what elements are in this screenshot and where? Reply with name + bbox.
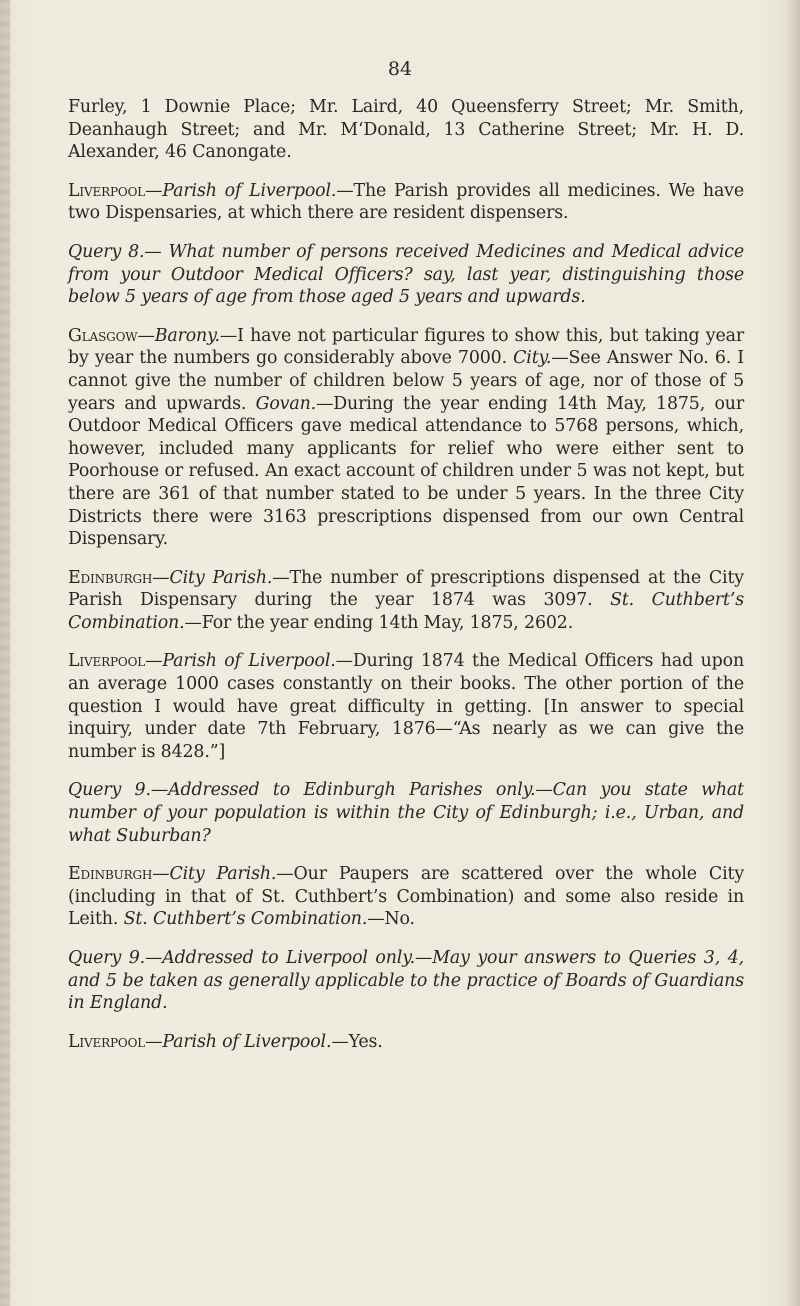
text-segment: —The Parish provides all medicines. We have two Dispensaries, at which there are resident dispensers. — [68, 180, 744, 224]
place-heading: Edinburgh — [68, 864, 153, 885]
parish-name: City Parish. — [169, 864, 277, 885]
query-text: Query 9.—Addressed to Edinburgh Parishes only.—Can you state what number of your population is within the City of Edinburgh; i.e., Urban, and what Suburban? — [68, 780, 744, 846]
parish-name: Parish of Liverpool. — [162, 1031, 332, 1052]
paragraph-liverpool-yes — [68, 1031, 744, 1054]
text-segment: — — [145, 180, 163, 201]
parish-name: Parish of Liverpool. — [162, 180, 337, 201]
parish-name: Barony. — [154, 325, 220, 346]
query-text: Query 8.— What number of persons received Medicines and Medical advice from your Outdoor Medical Officers? say, last year, distinguishing those below 5 years of age from those aged 5 years and upwards. — [68, 241, 744, 308]
parish-name: Parish of Liverpool. — [162, 651, 336, 672]
place-heading: Glasgow — [68, 325, 138, 346]
text-segment: —No. — [367, 909, 415, 930]
place-heading: Edinburgh — [68, 567, 153, 588]
parish-name: St. Cuthbert’s Combination. — [123, 909, 368, 930]
paragraph-edinburgh-prescriptions — [68, 567, 744, 635]
paragraph-furley — [68, 96, 744, 164]
query-9-liverpool — [68, 947, 744, 1015]
query-text: Query 9.—Addressed to Liverpool only.—May your answers to Queries 3, 4, and 5 be taken as generally applicable to the practice of Boards of Guardians in England. — [68, 948, 744, 1014]
paragraph-glasgow — [68, 325, 744, 551]
text-segment: —Yes. — [331, 1031, 383, 1052]
page-body — [68, 96, 744, 1069]
text-segment: —During 1874 the Medical Officers had upon an average 1000 cases constantly on their books. The other portion of the question I would have great difficulty in getting. [In answer to special inquiry, under date 7th February, 1876—“As nearly as we can give the number is 8428.”] — [68, 651, 744, 762]
place-heading: Liverpool — [68, 180, 146, 201]
text-segment: Furley, 1 Downie Place; Mr. Laird, 40 Queensferry Street; Mr. Smith, Deanhaugh Street; and Mr. M‘Donald, 13 Catherine Street; Mr. H. D. Alexander, 46 Canongate. — [68, 97, 744, 163]
text-segment: — — [137, 325, 155, 346]
text-segment: — — [152, 567, 170, 588]
parish-name: Govan. — [255, 393, 316, 414]
paragraph-liverpool-medicines — [68, 180, 744, 225]
text-segment: — — [145, 651, 163, 672]
parish-name: City Parish. — [169, 567, 273, 588]
query-9-edinburgh — [68, 779, 744, 847]
parish-name: City. — [513, 348, 552, 369]
parish-name: St. Cuthbert’s Combination. — [68, 590, 744, 633]
query-8 — [68, 241, 744, 309]
page-number: 84 — [387, 58, 413, 80]
text-segment: —See Answer No. 6. I cannot give the number of children below 5 years of age, nor of those of 5 years and upwards. — [68, 348, 745, 414]
text-segment: —During the year ending 14th May, 1875, our Outdoor Medical Officers gave medical attendance to 5768 persons, which, however, included many applicants for relief who were either sent to Poorhouse or refused. An exact account of children under 5 was not kept, but there are 361 of that number stated to be under 5 years. In the three City Districts there were 3163 prescriptions dispensed from our own Central Dispensary. — [68, 393, 744, 550]
paragraph-edinburgh-paupers — [68, 863, 744, 931]
place-heading: Liverpool — [68, 651, 146, 672]
text-segment: — — [152, 864, 170, 885]
paragraph-liverpool-cases — [68, 650, 744, 763]
text-segment: —I have not particular figures to show this, but taking year by year the numbers go considerably above 7000. — [68, 325, 744, 369]
text-segment: —The number of prescriptions dispensed at the City Parish Dispensary during the year 1874 was 3097. — [68, 567, 744, 611]
binding-edge — [0, 0, 10, 1306]
text-segment: — — [145, 1031, 163, 1052]
text-segment: —Our Paupers are scattered over the whole City (including in that of St. Cuthbert’s Combination) and some also reside in Leith. — [68, 864, 744, 930]
text-segment: —For the year ending 14th May, 1875, 2602. — [184, 612, 574, 633]
place-heading: Liverpool — [68, 1031, 146, 1052]
